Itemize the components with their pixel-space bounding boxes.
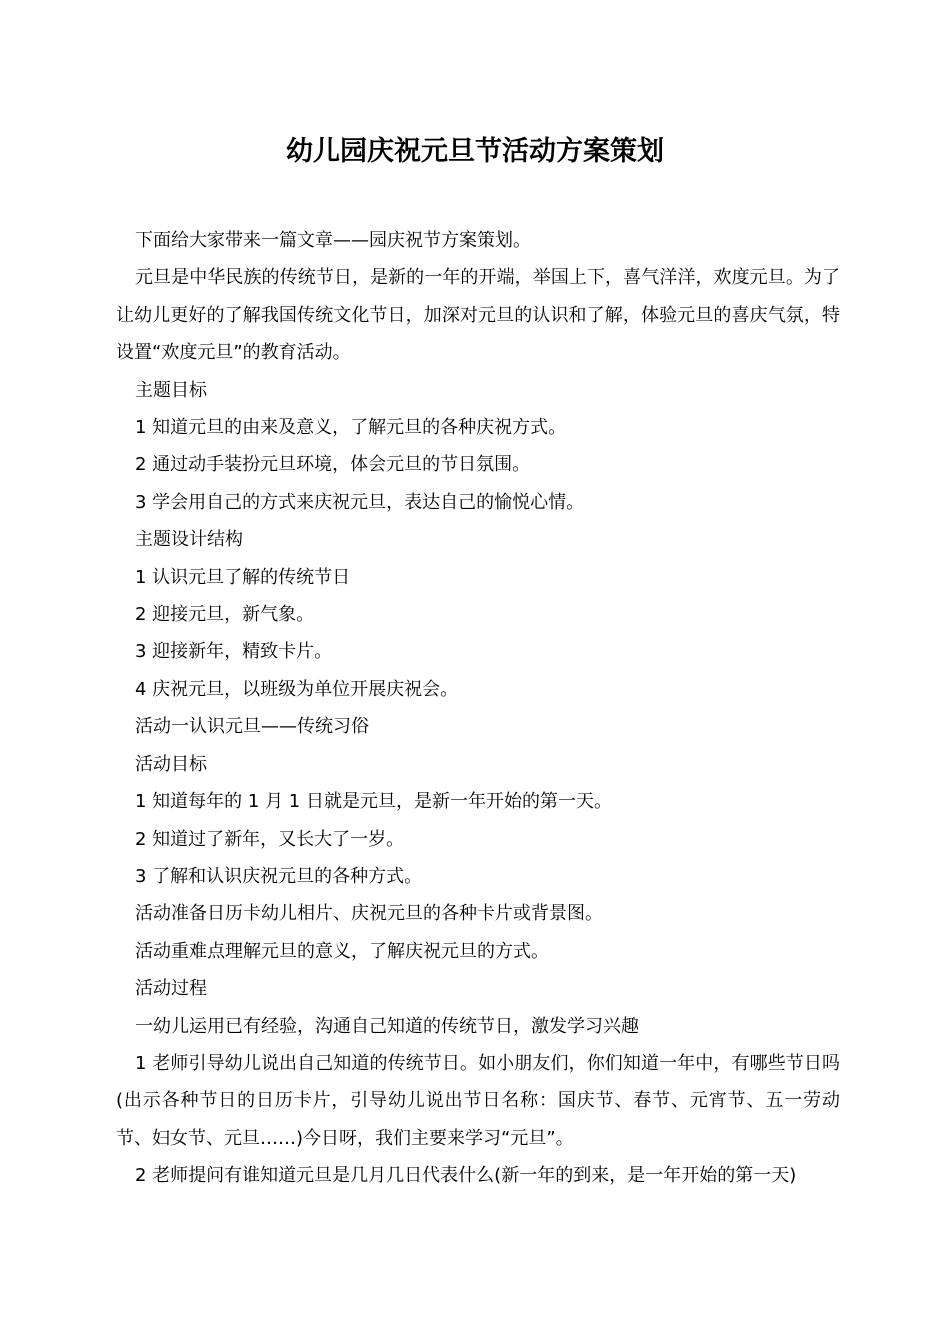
list-item: 3 迎接新年，精致卡片。	[135, 641, 333, 663]
document-title: 幼儿园庆祝元旦节活动方案策划	[286, 136, 664, 167]
list-item: 2 知道过了新年，又长大了一岁。	[135, 828, 405, 850]
list-item: 3 了解和认识庆祝元旦的各种方式。	[135, 865, 423, 887]
list-item: 2 老师提问有谁知道元旦是几月几日代表什么(新一年的到来，是一年开始的第一天)	[135, 1165, 797, 1187]
list-item: 1 知道元旦的由来及意义，了解元旦的各种庆祝方式。	[135, 417, 567, 439]
list-item: 2 迎接元旦，新气象。	[135, 604, 315, 626]
list-item: 1 老师引导幼儿说出自己知道的传统节日。如小朋友们，你们知道一年中，有哪些节日吗(出示各种节日的日历卡片，引导幼儿说出节日名称：国庆节、春节、元宵节、五一劳动节、妇女节、元旦……)今日呀，我们主要来学习“元旦”。	[116, 1052, 840, 1149]
document-body	[116, 222, 840, 1195]
list-item: 1 认识元旦了解的传统节日	[135, 566, 351, 588]
paragraph-background: 元旦是中华民族的传统节日，是新的一年的开端，举国上下，喜气洋洋，欢度元旦。为了让幼儿更好的了解我国传统文化节日，加深对元旦的认识和了解，体验元旦的喜庆气氛，特设置“欢度元旦”的教育活动。	[116, 267, 840, 364]
heading-theme-structure: 主题设计结构	[135, 529, 243, 551]
list-item: 2 通过动手装扮元旦环境，体会元旦的节日氛围。	[135, 454, 531, 476]
heading-activity-process: 活动过程	[135, 978, 207, 1000]
heading-activity-one: 活动一认识元旦——传统习俗	[135, 716, 369, 738]
paragraph-step-one: 一幼儿运用已有经验，沟通自己知道的传统节日，激发学习兴趣	[135, 1015, 639, 1037]
heading-theme-goals: 主题目标	[135, 379, 207, 401]
list-item: 1 知道每年的 1 月 1 日就是元旦，是新一年开始的第一天。	[135, 791, 612, 813]
paragraph-key-points: 活动重难点理解元旦的意义，了解庆祝元旦的方式。	[135, 940, 549, 962]
heading-activity-goals: 活动目标	[135, 753, 207, 775]
paragraph-intro: 下面给大家带来一篇文章——园庆祝节方案策划。	[135, 230, 531, 251]
list-item: 3 学会用自己的方式来庆祝元旦，表达自己的愉悦心情。	[135, 491, 585, 513]
list-item: 4 庆祝元旦，以班级为单位开展庆祝会。	[135, 678, 459, 700]
paragraph-preparation: 活动准备日历卡幼儿相片、庆祝元旦的各种卡片或背景图。	[135, 903, 603, 925]
